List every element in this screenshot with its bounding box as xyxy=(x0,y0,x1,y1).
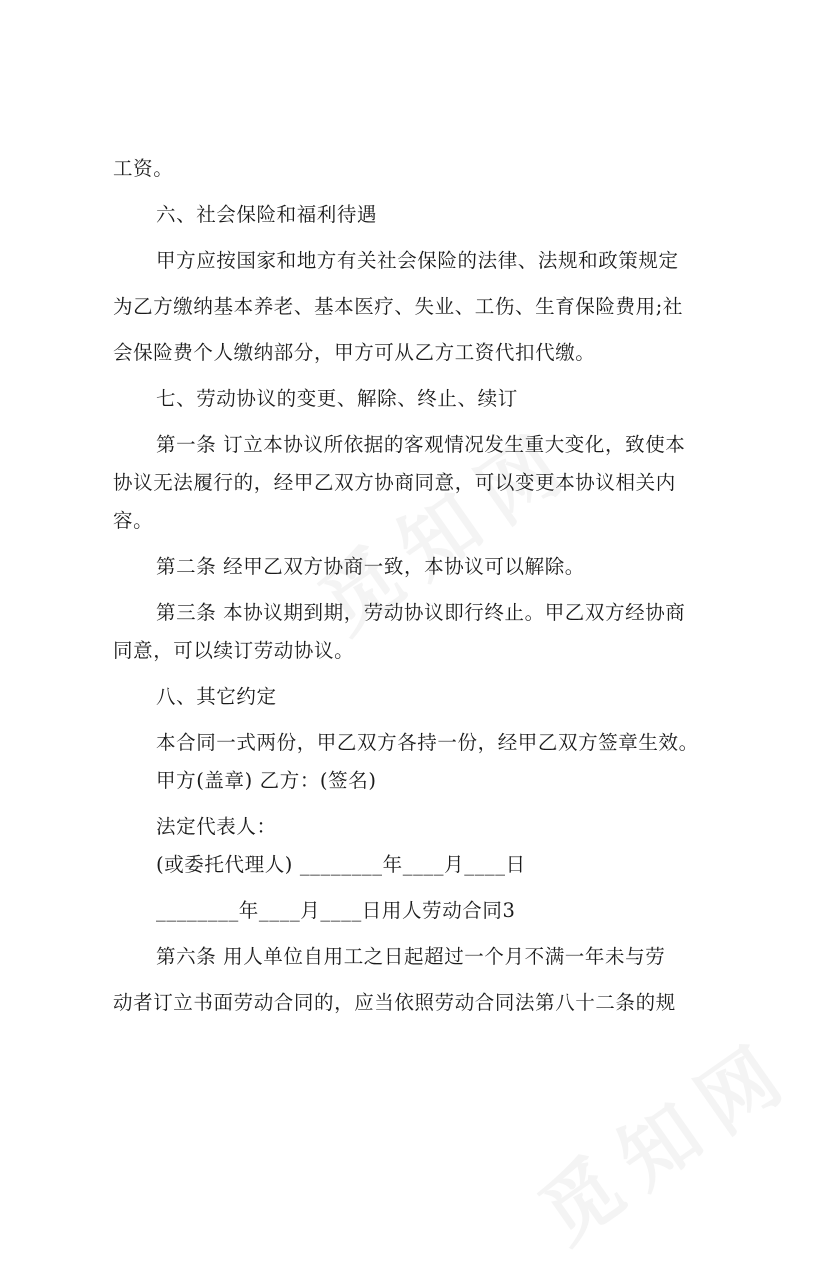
paragraph-line: 工资。 xyxy=(113,157,174,180)
paragraph-line: 容。 xyxy=(113,509,154,532)
paragraph-line: 动者订立书面劳动合同的，应当依照劳动合同法第八十二条的规 xyxy=(113,991,676,1014)
date-line: ________年____月____日用人劳动合同3 xyxy=(156,899,516,922)
paragraph-line: 第二条 经甲乙双方协商一致，本协议可以解除。 xyxy=(156,555,585,578)
paragraph-line: 本合同一式两份，甲乙双方各持一份，经甲乙双方签章生效。 xyxy=(156,731,699,754)
paragraph-line: 为乙方缴纳基本养老、基本医疗、失业、工伤、生育保险费用;社 xyxy=(113,295,683,318)
paragraph-line: 会保险费个人缴纳部分，甲方可从乙方工资代扣代缴。 xyxy=(113,341,596,364)
paragraph-line: 第三条 本协议期到期，劳动协议即行终止。甲乙双方经协商 xyxy=(156,601,686,624)
paragraph-line: 同意，可以续订劳动协议。 xyxy=(113,639,355,662)
section-heading-7: 七、劳动协议的变更、解除、终止、续订 xyxy=(156,387,518,410)
legal-representative: 法定代表人： xyxy=(156,815,277,838)
paragraph-line: 协议无法履行的，经甲乙双方协商同意，可以变更本协议相关内 xyxy=(113,471,676,494)
paragraph-line: 第一条 订立本协议所依据的客观情况发生重大变化，致使本 xyxy=(156,433,686,456)
paragraph-line: 甲方应按国家和地方有关社会保险的法律、法规和政策规定 xyxy=(156,249,679,272)
paragraph-line: 第六条 用人单位自用工之日起超过一个月不满一年未与劳 xyxy=(156,945,666,968)
watermark xyxy=(514,1008,814,1264)
date-line: (或委托代理人) ________年____月____日 xyxy=(156,853,526,876)
section-heading-6: 六、社会保险和福利待遇 xyxy=(156,203,378,226)
signature-parties: 甲方(盖章) 乙方：(签名) xyxy=(156,769,377,792)
section-heading-8: 八、其它约定 xyxy=(156,685,277,708)
